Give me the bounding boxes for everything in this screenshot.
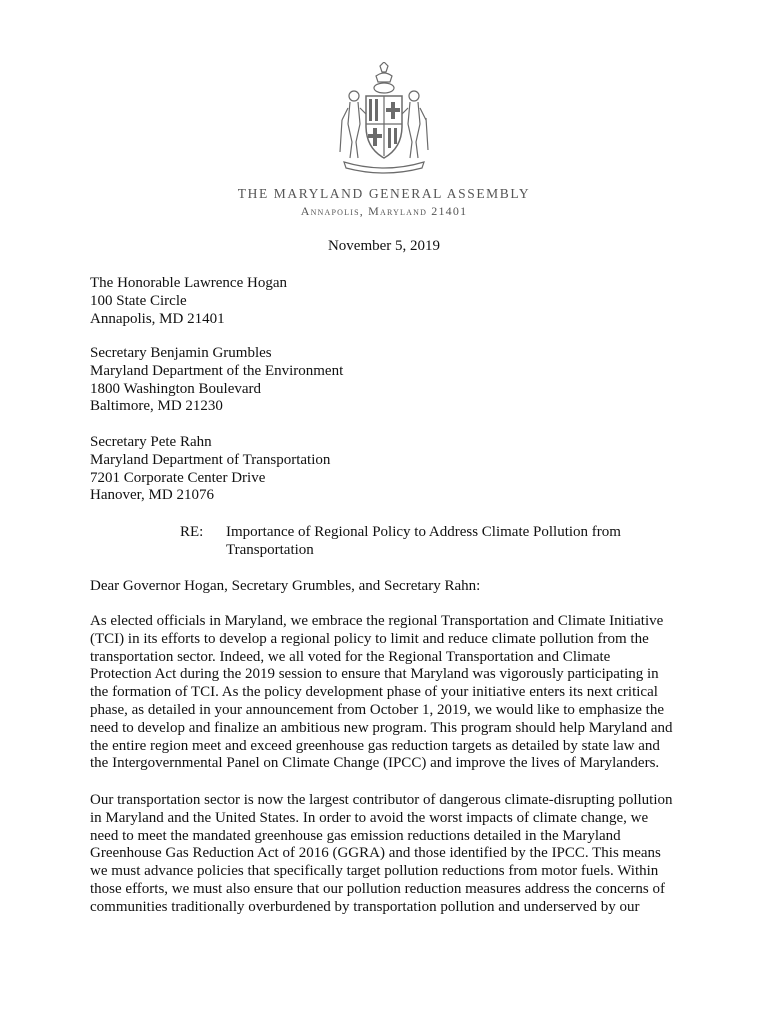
address-line: Secretary Benjamin Grumbles xyxy=(90,345,272,361)
paragraph-line: need to develop and finalize an ambitious new program. This program should help Maryland and xyxy=(90,719,673,736)
subject-line: Importance of Regional Policy to Address Climate Pollution from xyxy=(226,524,621,540)
paragraph-line: transportation sector. Indeed, we all voted for the Regional Transportation and Climate xyxy=(90,648,611,665)
organization-name: THE MARYLAND GENERAL ASSEMBLY xyxy=(237,186,531,201)
paragraph-line: communities traditionally overburdened by transportation pollution and underserved by our xyxy=(90,898,640,915)
subject-text xyxy=(226,524,646,560)
address-line: Baltimore, MD 21230 xyxy=(90,398,223,415)
paragraph-line: those efforts, we must also ensure that our pollution reduction measures address the concerns of xyxy=(90,880,665,897)
maryland-seal-icon xyxy=(336,62,432,174)
address-line: The Honorable Lawrence Hogan xyxy=(90,275,287,291)
paragraph-line: the formation of TCI. As the policy development phase of your initiative enters its next critical xyxy=(90,684,658,701)
paragraph-line: in Maryland and the United States. In order to avoid the worst impacts of climate change, we xyxy=(90,809,649,826)
subject-label: RE: xyxy=(180,524,204,540)
address-line: Secretary Pete Rahn xyxy=(90,434,212,450)
address-line: 100 State Circle xyxy=(90,292,187,309)
paragraph-line: Greenhouse Gas Reduction Act of 2016 (GGRA) and those identified by the IPCC. This means xyxy=(90,845,661,862)
subject-line: Transportation xyxy=(226,541,314,558)
recipient-address-block xyxy=(90,275,690,328)
paragraph-line: phase, as detailed in your announcement from October 1, 2019, we would like to emphasize the xyxy=(90,701,664,718)
paragraph-line: (TCI) in its efforts to develop a regional policy to limit and reduce climate pollution from the xyxy=(90,630,649,647)
address-line: 7201 Corporate Center Drive xyxy=(90,469,266,486)
paragraph-line: As elected officials in Maryland, we embrace the regional Transportation and Climate Initiative xyxy=(90,613,664,629)
recipient-address-block xyxy=(90,434,690,505)
paragraph-line: the Intergovernmental Panel on Climate Change (IPCC) and improve the lives of Marylanders. xyxy=(90,755,660,772)
paragraph-line: need to meet the mandated greenhouse gas emission reductions detailed in the Maryland xyxy=(90,827,621,844)
letter-date: November 5, 2019 xyxy=(327,238,441,254)
salutation: Dear Governor Hogan, Secretary Grumbles, and Secretary Rahn: xyxy=(90,578,481,594)
paragraph-line: the entire region meet and exceed greenhouse gas reduction targets as detailed by state law and xyxy=(90,737,660,754)
address-line: Annapolis, MD 21401 xyxy=(90,310,225,327)
organization-address: Annapolis, Maryland 21401 xyxy=(300,204,468,218)
recipient-address-block xyxy=(90,345,690,416)
address-line: 1800 Washington Boulevard xyxy=(90,380,261,397)
paragraph-line: we must advance policies that specifically target pollution reductions from motor fuels. Within xyxy=(90,863,659,880)
body-paragraph xyxy=(90,792,700,917)
address-line: Maryland Department of Transportation xyxy=(90,451,331,468)
address-line: Maryland Department of the Environment xyxy=(90,362,344,379)
address-line: Hanover, MD 21076 xyxy=(90,487,214,504)
body-paragraph xyxy=(90,613,700,773)
paragraph-line: Our transportation sector is now the largest contributor of dangerous climate-disrupting pollution xyxy=(90,792,673,808)
paragraph-line: Protection Act during the 2019 session to ensure that Maryland was vigorously participating in xyxy=(90,666,659,683)
